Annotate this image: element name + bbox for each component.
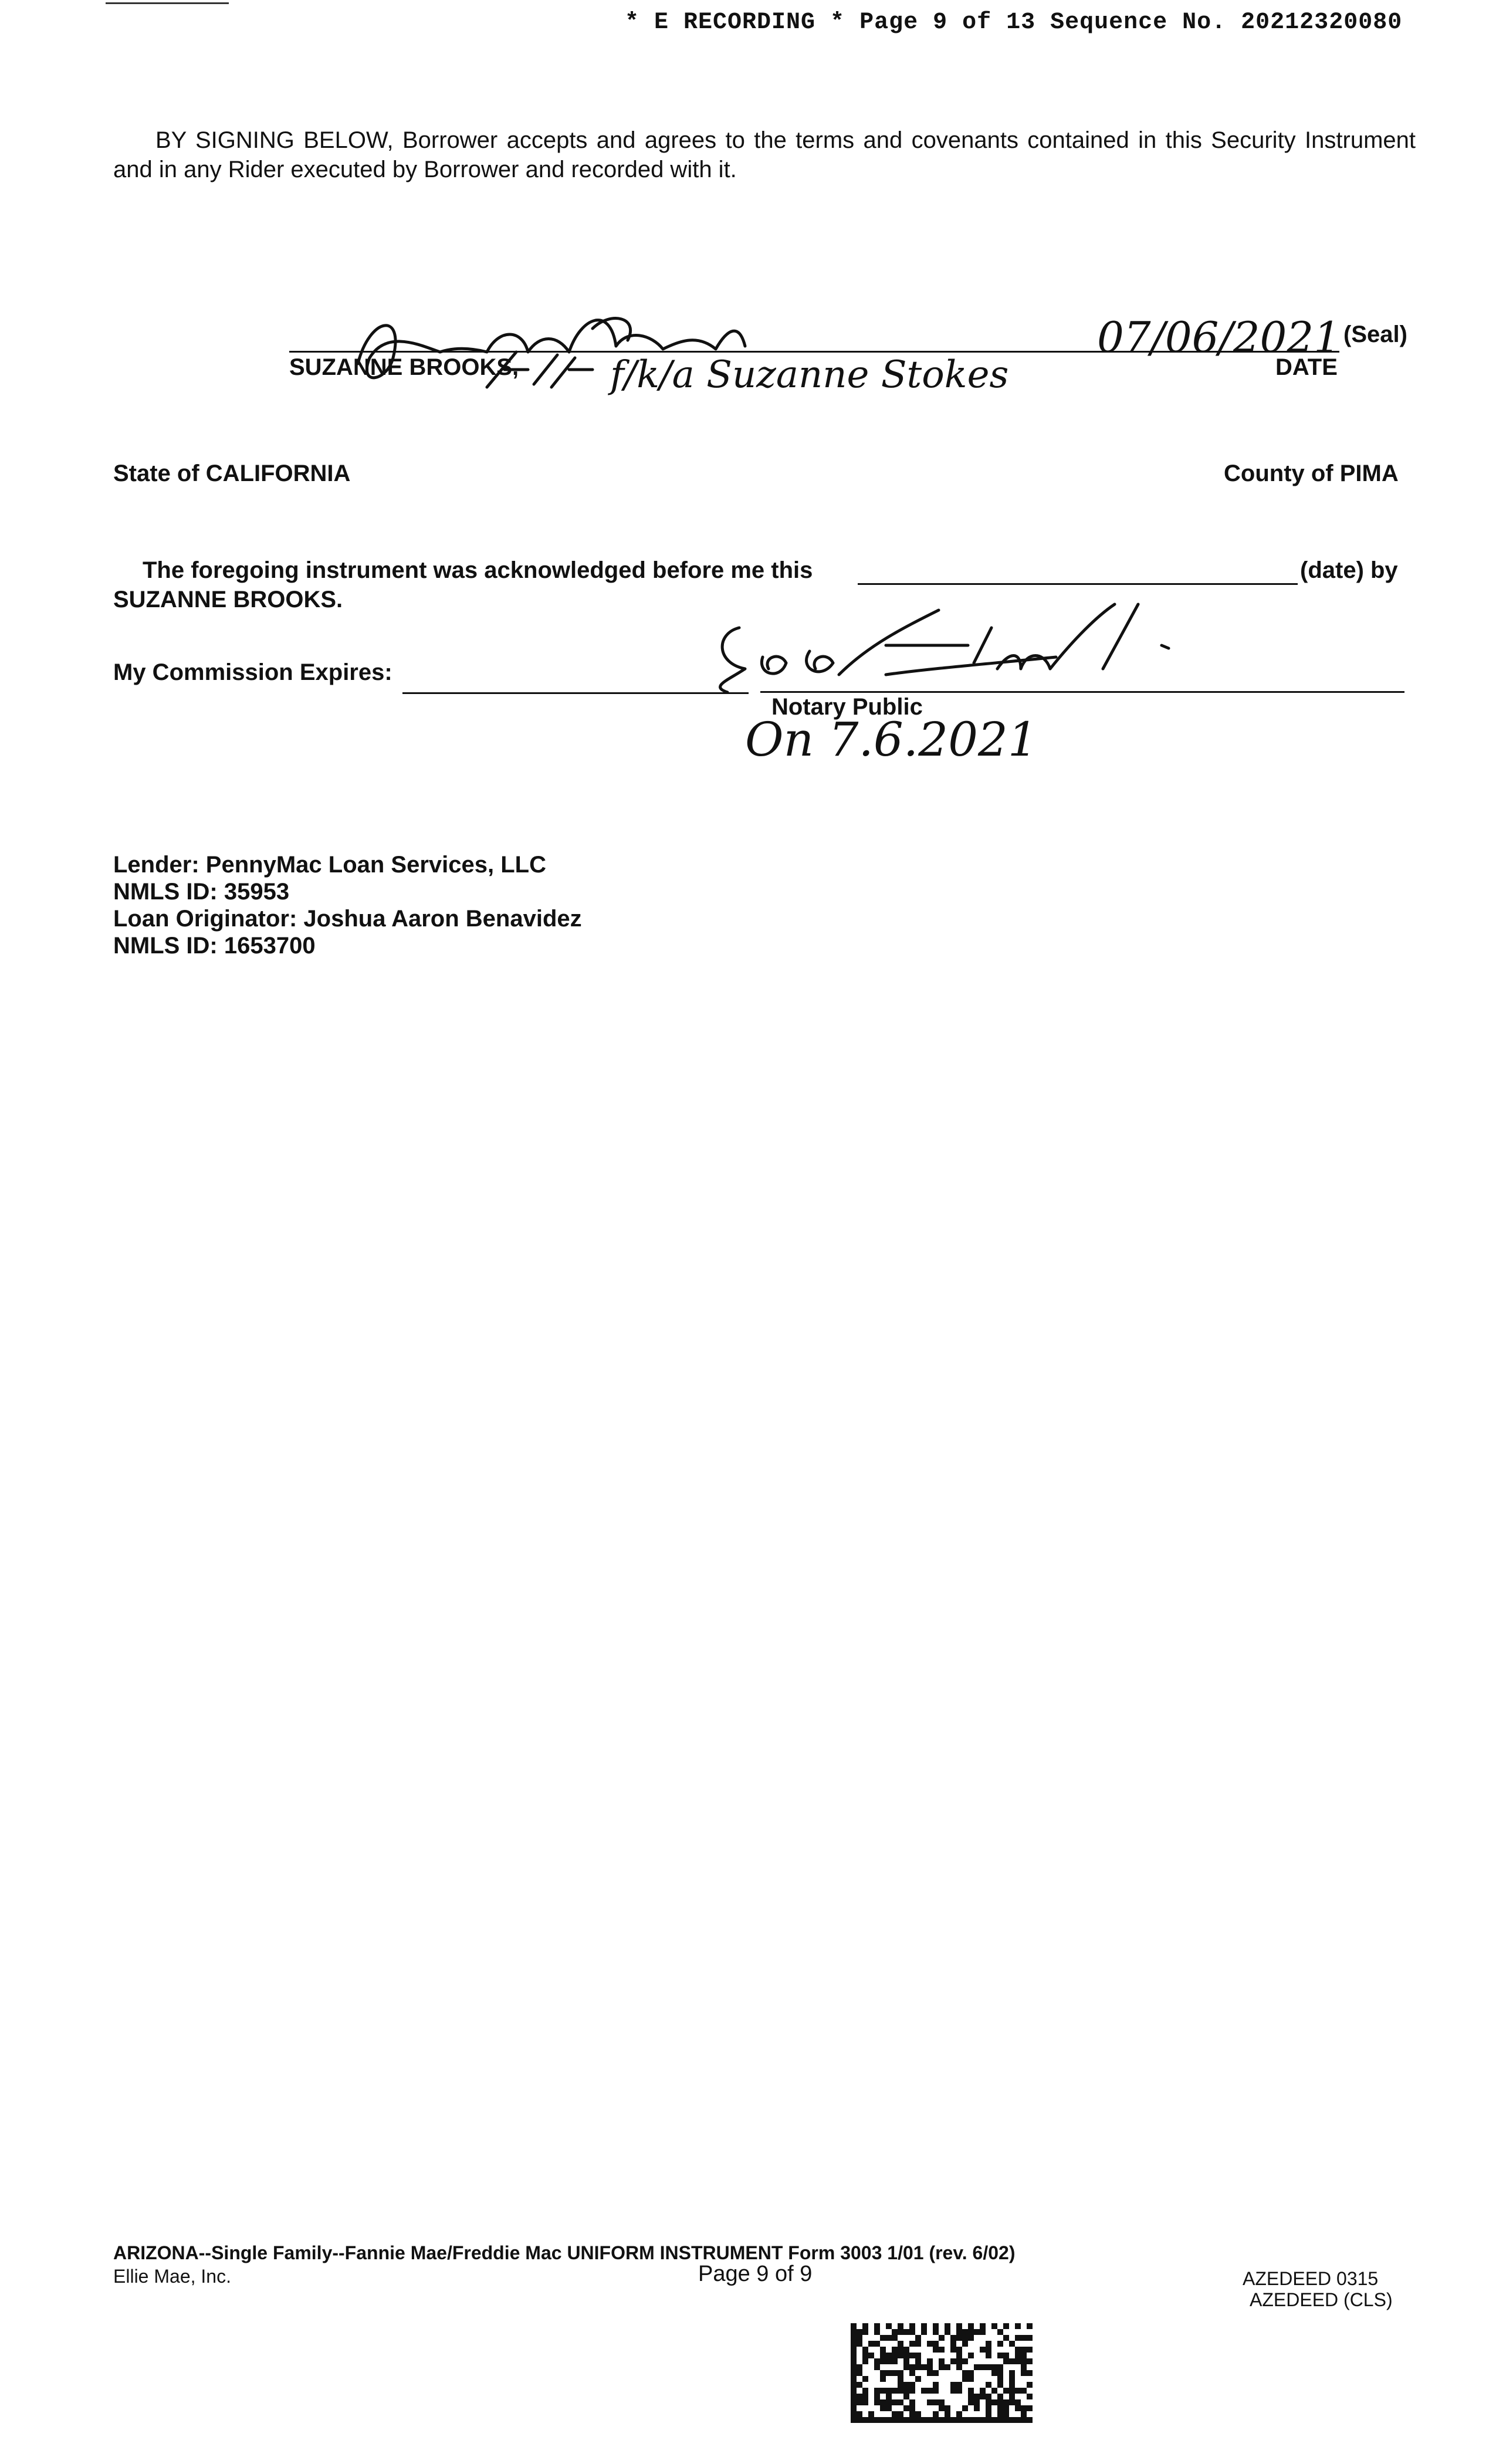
top-edge-mark — [106, 2, 229, 4]
originator-nmls-id: NMLS ID: 1653700 — [113, 933, 316, 959]
commission-expires-label: My Commission Expires: — [113, 659, 392, 685]
borrower-name: SUZANNE BROOKS, — [289, 354, 519, 380]
notary-date-handwriting — [739, 702, 1209, 778]
state-label: State of CALIFORNIA — [113, 461, 351, 486]
publisher: Ellie Mae, Inc. — [113, 2266, 231, 2287]
notary-date-text: On 7.6.2021 — [745, 712, 1038, 767]
lender-name: Lender: PennyMac Loan Services, LLC — [113, 852, 546, 878]
acknowledgment-suffix: (date) by — [1300, 557, 1398, 583]
county-label: County of PIMA — [1224, 461, 1399, 486]
acknowledged-party: SUZANNE BROOKS. — [113, 587, 343, 612]
date-label: DATE — [1275, 354, 1338, 380]
barcode — [851, 2323, 1033, 2423]
seal-label: (Seal) — [1343, 321, 1407, 347]
signature-date-text: 07/06/2021 — [1097, 313, 1341, 362]
acceptance-paragraph: BY SIGNING BELOW, Borrower accepts and agrees to the terms and covenants contained in this Security Instrument and in any Rider executed by Borrower and recorded with it. — [113, 127, 1416, 182]
loan-originator: Loan Originator: Joshua Aaron Benavidez — [113, 906, 582, 932]
form-code-1: AZEDEED 0315 — [1243, 2268, 1379, 2289]
page-number: Page 9 of 9 — [698, 2262, 813, 2286]
form-code-2: AZEDEED (CLS) — [1250, 2289, 1393, 2310]
borrower-aka-handwriting — [481, 340, 1009, 411]
form-title: ARIZONA--Single Family--Fannie Mae/Freddie Mac UNIFORM INSTRUMENT Form 3003 1/01 (rev. 6/02) — [113, 2242, 1016, 2263]
signature-date-handwriting — [1091, 305, 1341, 370]
recording-header: * E RECORDING * Page 9 of 13 Sequence No. 20212320080 — [625, 9, 1403, 36]
acknowledgment-prefix: The foregoing instrument was acknowledged before me this — [143, 557, 813, 583]
lender-nmls-id: NMLS ID: 35953 — [113, 879, 290, 905]
notary-signature — [692, 593, 1220, 698]
notary-public-label: Notary Public — [771, 694, 923, 720]
aka-text: f/k/a Suzanne Stokes — [610, 353, 1009, 397]
ack-date-line — [858, 583, 1298, 585]
